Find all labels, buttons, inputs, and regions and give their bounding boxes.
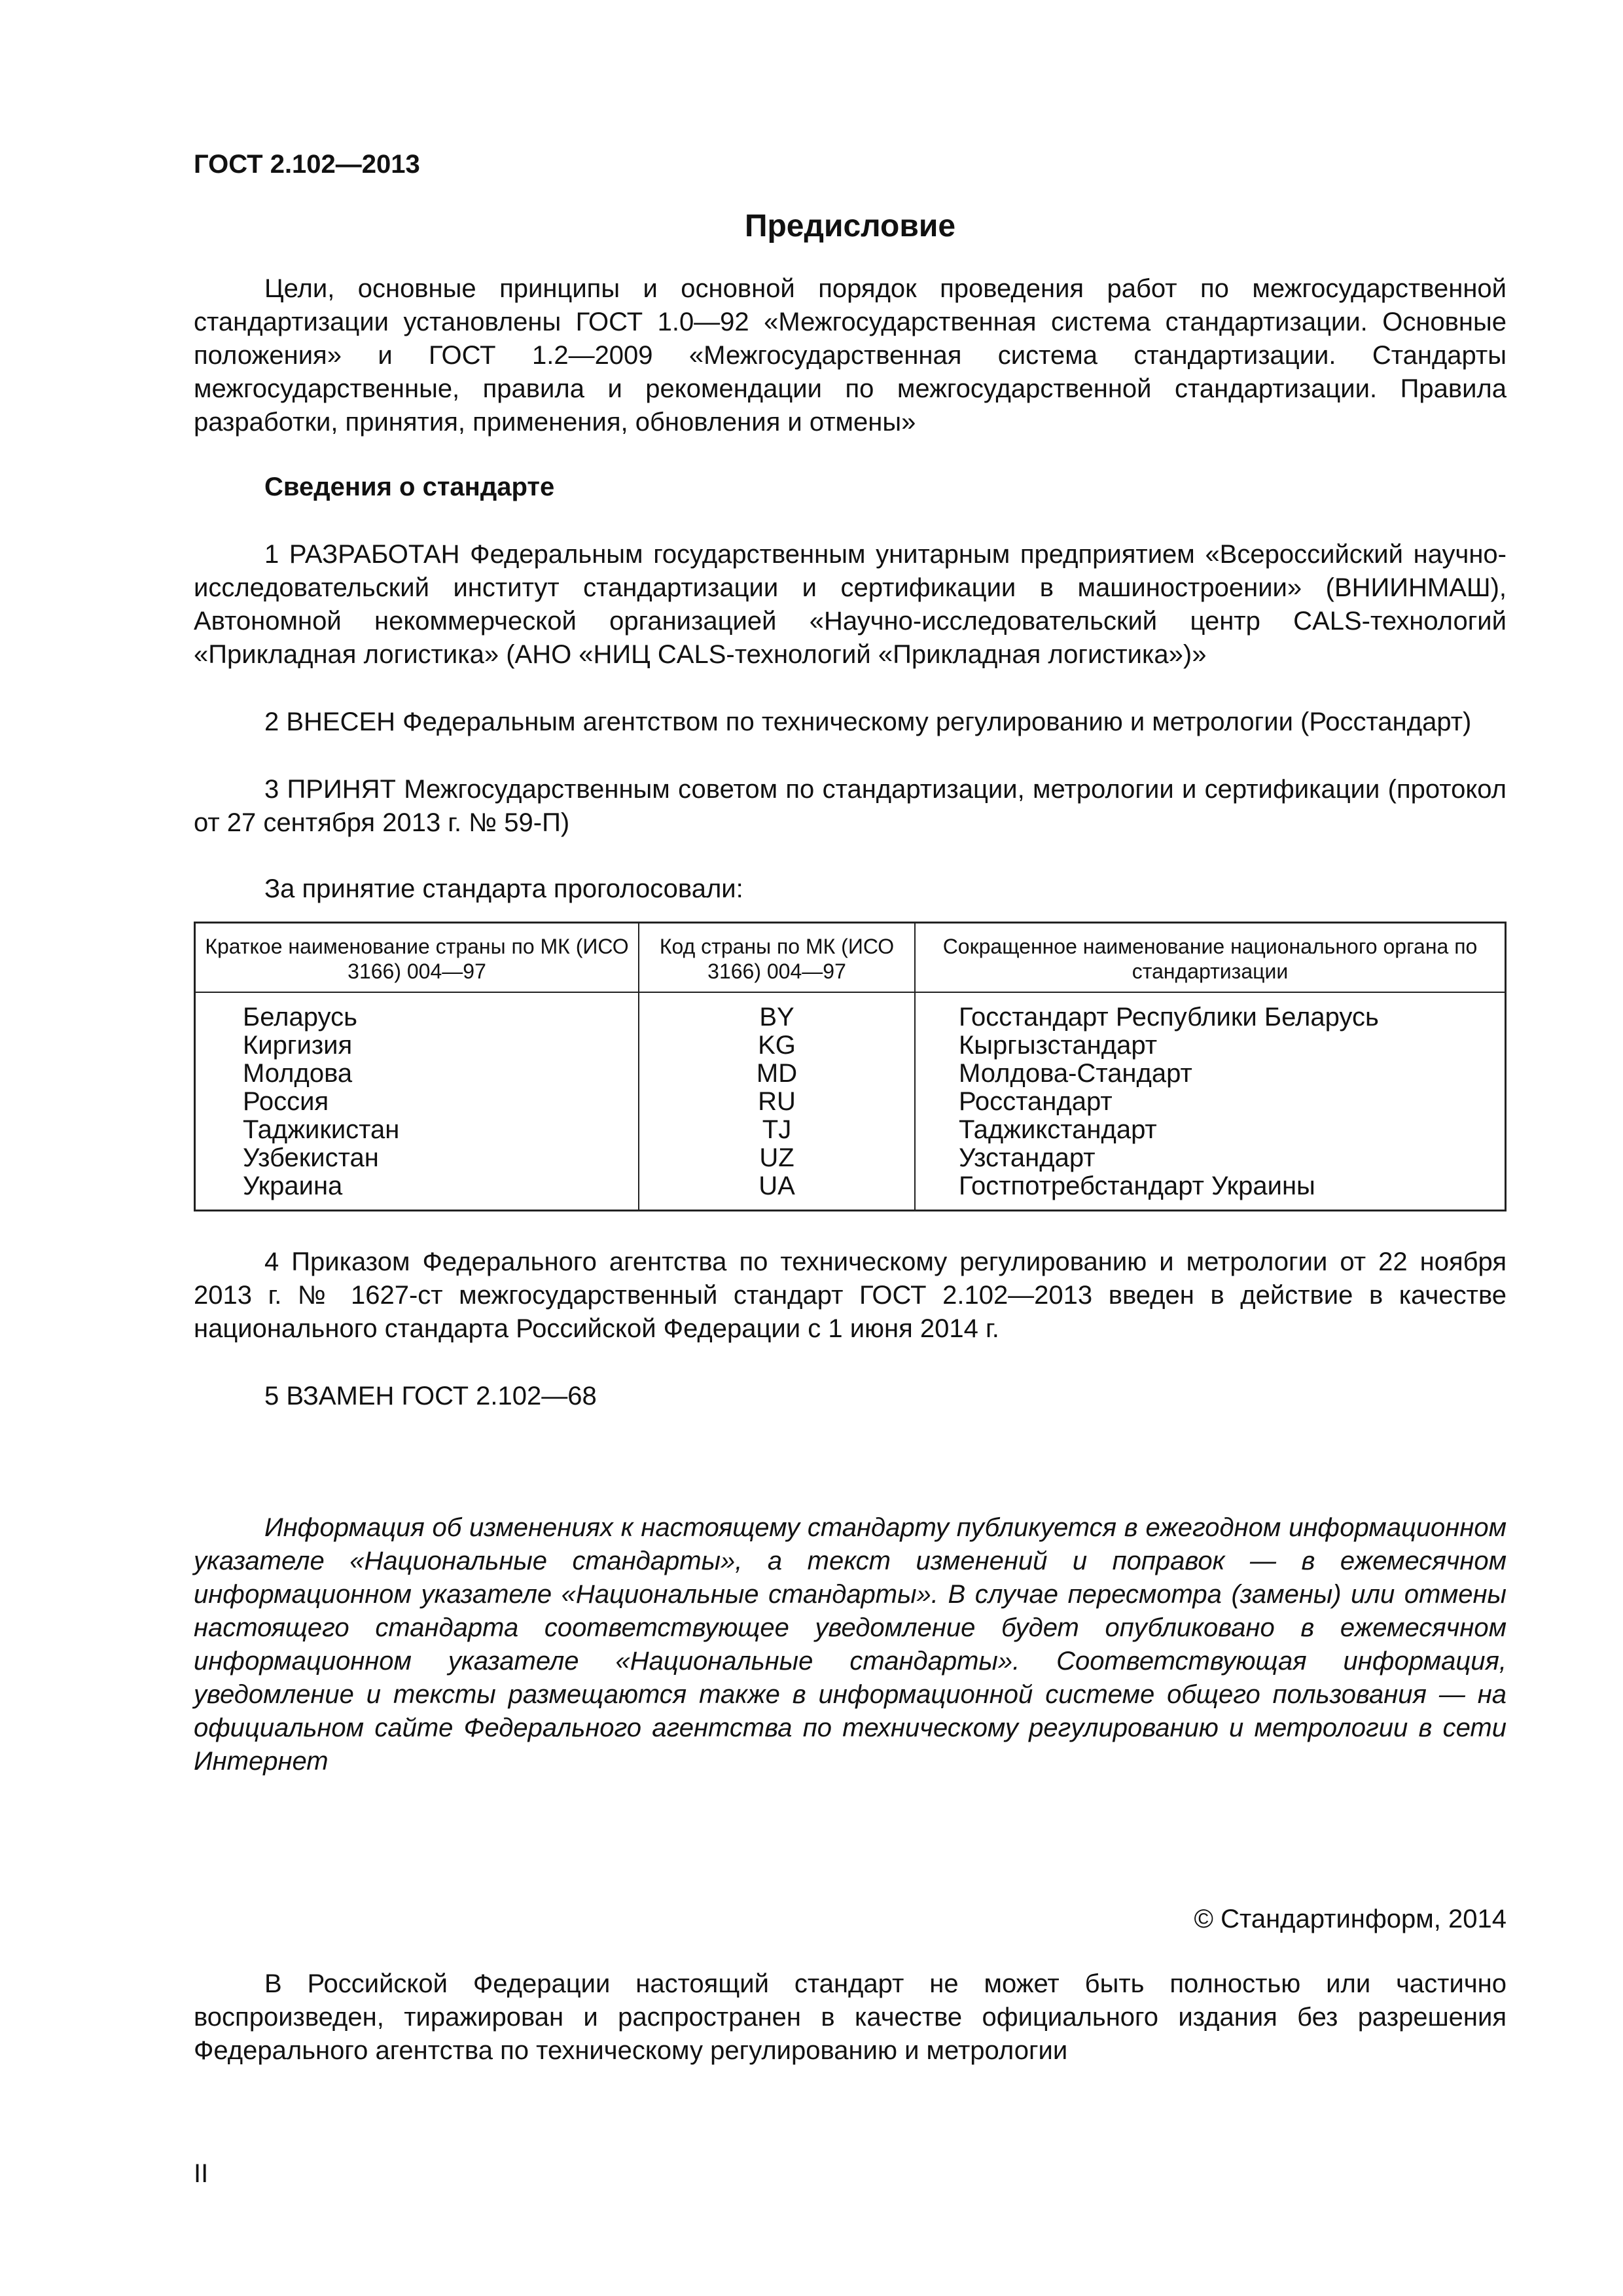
country-cell: Россия: [195, 1088, 639, 1116]
body-cell: Госстандарт Республики Беларусь: [915, 992, 1506, 1031]
table-row: [195, 1031, 1506, 1060]
table-row: [195, 1060, 1506, 1088]
voting-table: [194, 922, 1507, 1211]
code-cell: BY: [639, 992, 915, 1031]
country-cell: Таджикистан: [195, 1116, 639, 1144]
table-header-row: [195, 923, 1506, 993]
item-1-paragraph: 1 РАЗРАБОТАН Федеральным государственным унитарным предприятием «Всероссийский научно-исследовательский институт стандартизации и сертификации в машиностроении» (ВНИИНМАШ), Автономной некоммерческой организацией «Научно-исследовательский центр CALS-технологий «Прикладная логистика» (АНО «НИЦ CALS-технологий «Прикладная логистика»)»: [194, 540, 1507, 669]
vote-paragraph: За принятие стандарта проголосовали:: [264, 874, 743, 903]
country-cell: Узбекистан: [195, 1144, 639, 1172]
page-title: Предисловие: [744, 209, 956, 243]
reproduction-notice: В Российской Федерации настоящий стандарт не может быть полностью или частично воспроизведен, тиражирован и распространен в качестве официального издания без разрешения Федерального агентства по техническому регулированию и метрологии: [194, 1969, 1507, 2065]
table-row: [195, 1116, 1506, 1144]
body-cell: Кыргызстандарт: [915, 1031, 1506, 1060]
table-row: [195, 992, 1506, 1031]
item-3-paragraph: 3 ПРИНЯТ Межгосударственным советом по стандартизации, метрологии и сертификации (протокол от 27 сентября 2013 г. № 59-П): [194, 775, 1507, 837]
table-row: [195, 1144, 1506, 1172]
document-page: [194, 148, 1507, 2068]
country-cell: Молдова: [195, 1060, 639, 1088]
column-header-code: Код страны по МК (ИСО 3166) 004—97: [639, 923, 915, 993]
code-cell: RU: [639, 1088, 915, 1116]
item-2-paragraph: 2 ВНЕСЕН Федеральным агентством по техническому регулированию и метрологии (Росстандарт): [264, 708, 1472, 736]
country-cell: Беларусь: [195, 992, 639, 1031]
body-cell: Гостпотребстандарт Украины: [915, 1172, 1506, 1211]
item-5-paragraph: 5 ВЗАМЕН ГОСТ 2.102—68: [264, 1382, 597, 1410]
country-cell: Украина: [195, 1172, 639, 1211]
table-row: [195, 1088, 1506, 1116]
country-cell: Киргизия: [195, 1031, 639, 1060]
intro-paragraph: Цели, основные принципы и основной порядок проведения работ по межгосударственной стандартизации установлены ГОСТ 1.0—92 «Межгосударственная система стандартизации. Основные положения» и ГОСТ 1.2—2009 «Межгосударственная система стандартизации. Стандарты межгосударственные, правила и рекомендации по межгосударственной стандартизации. Правила разработки, принятия, применения, обновления и отмены»: [194, 274, 1507, 437]
column-header-body: Сокращенное наименование национального органа по стандартизации: [915, 923, 1506, 993]
code-cell: MD: [639, 1060, 915, 1088]
page-number: II: [194, 2159, 209, 2188]
body-cell: Росстандарт: [915, 1088, 1506, 1116]
column-header-country: Краткое наименование страны по МК (ИСО 3166) 004—97: [195, 923, 639, 993]
body-cell: Таджикстандарт: [915, 1116, 1506, 1144]
code-cell: UZ: [639, 1144, 915, 1172]
copyright-notice: © Стандартинформ, 2014: [1194, 1905, 1507, 1933]
code-cell: KG: [639, 1031, 915, 1060]
body-cell: Узстандарт: [915, 1144, 1506, 1172]
table-row: [195, 1172, 1506, 1211]
code-cell: UA: [639, 1172, 915, 1211]
item-4-paragraph: 4 Приказом Федерального агентства по техническому регулированию и метрологии от 22 ноября 2013 г. № 1627-ст межгосударственный стандарт ГОСТ 2.102—2013 введен в действие в качестве национального стандарта Российской Федерации с 1 июня 2014 г.: [194, 1247, 1507, 1343]
changes-info-paragraph: Информация об изменениях к настоящему стандарту публикуется в ежегодном информационном указателе «Национальные стандарты», а текст изменений и поправок — в ежемесячном информационном указателе «Национальные стандарты». В случае пересмотра (замены) или отмены настоящего стандарта соответствующее уведомление будет опубликовано в ежемесячном информационном указателе «Национальные стандарты». Соответствующая информация, уведомление и тексты размещаются также в информационной системе общего пользования — на официальном сайте Федерального агентства по техническому регулированию и метрологии в сети Интернет: [194, 1513, 1507, 1776]
section-subheading: Сведения о стандарте: [264, 473, 555, 501]
body-cell: Молдова-Стандарт: [915, 1060, 1506, 1088]
document-header: ГОСТ 2.102—2013: [194, 150, 420, 179]
code-cell: TJ: [639, 1116, 915, 1144]
